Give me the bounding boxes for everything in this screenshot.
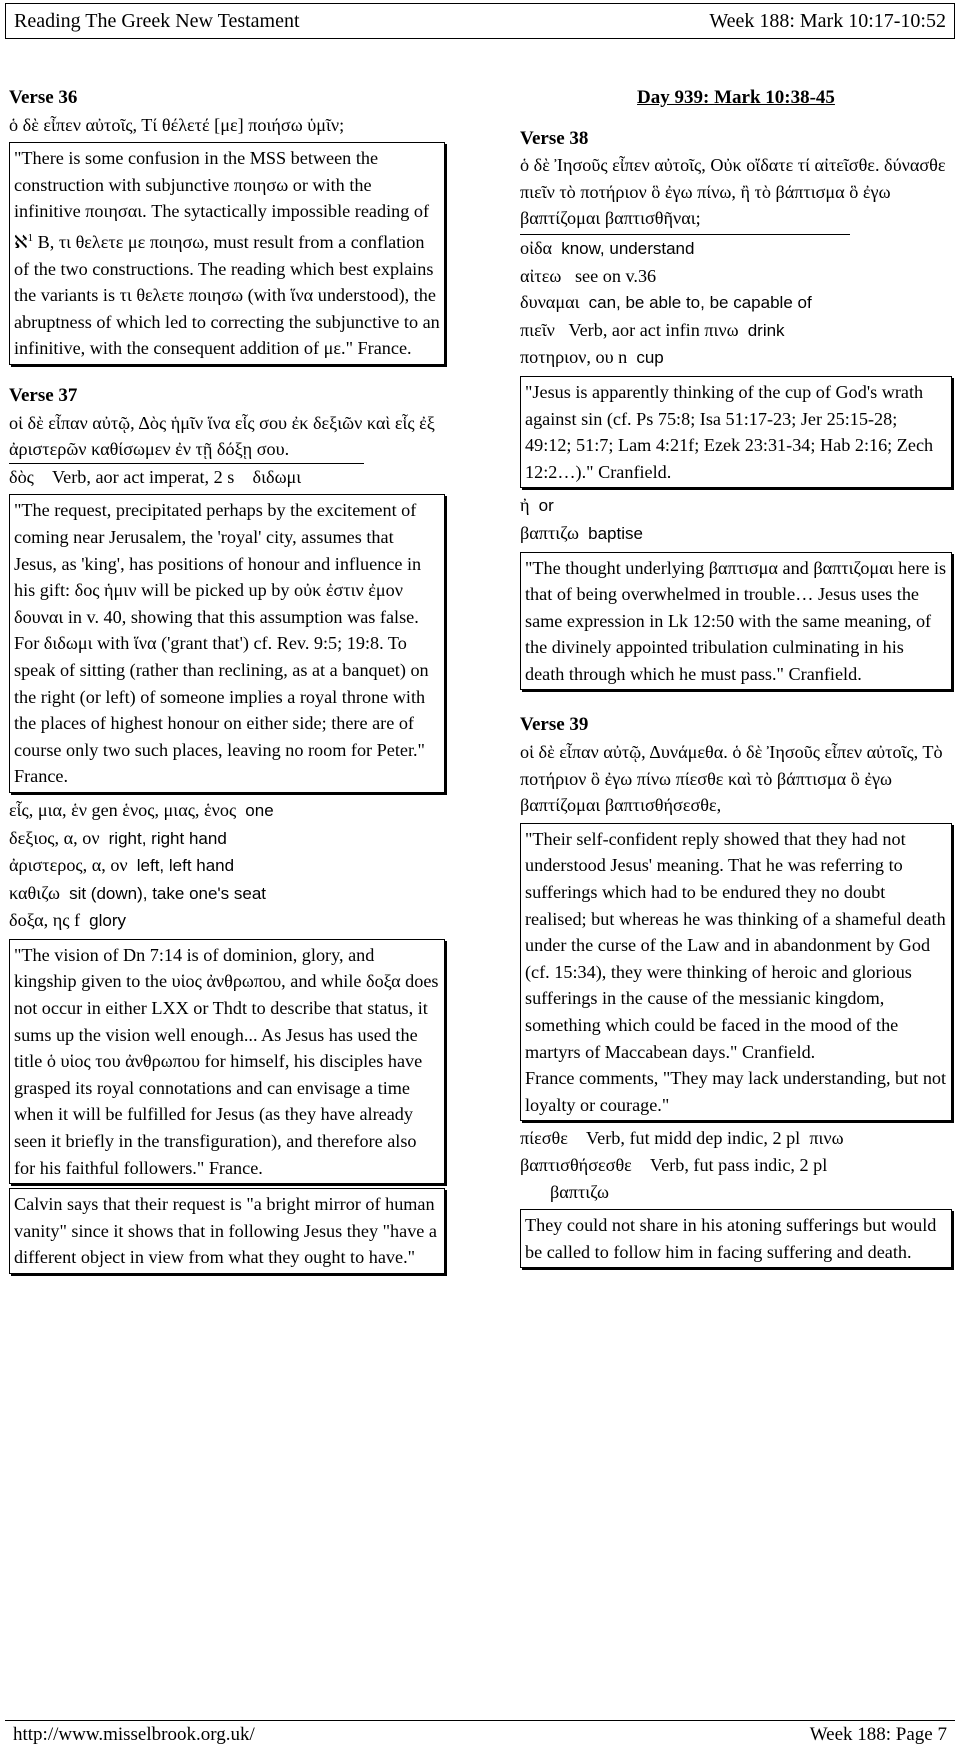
verse-36-note-part2: B, τι θελετε με ποιησω, must result from a conflation of the two constructions. The reading which best explains the variants is τι θελετε ποιησω (with ἵνα understood), the abruptness of which led to correcting the subjunctive to an infinitive, with the consequent addition of με." France. xyxy=(14,232,440,359)
page-header xyxy=(5,3,955,39)
header-title: Reading The Greek New Testament xyxy=(14,9,300,32)
vocab-gloss: right, right hand xyxy=(108,828,227,848)
verse-39-parse-2: βαπτισθήσεσθε Verb, fut pass indic, 2 pl xyxy=(520,1154,828,1175)
vocab-greek: εἷς, μια, ἑν gen ἑνος, μιας, ἑνος xyxy=(9,799,237,820)
vocab-item xyxy=(9,880,445,908)
verse-38-vocab-list-2 xyxy=(520,492,952,547)
vocab-item xyxy=(9,797,445,825)
vocab-item xyxy=(9,825,445,853)
vocab-item xyxy=(520,492,952,520)
verse-39-parse-1: πίεσθε Verb, fut midd dep indic, 2 pl πινω xyxy=(520,1128,844,1149)
footer-page-number: Week 188: Page 7 xyxy=(809,1724,947,1745)
verse-39-note-cranfield: "Their self-confident reply showed that they had not understood Jesus' meaning. That he was referring to sufferings which had to be endured they no doubt realised; but whereas he was thinking of a shameful death under the curse of the Law and in abandonment by God (cf. 15:34), they were thinking of heroic and glorious sufferings in the cause of the messianic kingdom, something which could be faced in the mood of the martyrs of Maccabean days." Cranfield. xyxy=(525,828,946,1062)
verse-37-vocab-list xyxy=(9,797,445,935)
left-column xyxy=(9,85,445,1278)
footer-url[interactable]: http://www.misselbrook.org.uk/ xyxy=(13,1724,255,1745)
vocab-greek: δυναμαι xyxy=(520,292,580,313)
vocab-gloss: left, left hand xyxy=(136,856,235,876)
vocab-item xyxy=(520,263,952,290)
header-week: Week 188: Mark 10:17-10:52 xyxy=(709,9,946,32)
vocab-item xyxy=(520,520,952,548)
verse-37-note-1: "The request, precipitated perhaps by the excitement of coming near Jerusalem, the 'royal' city, assumes that Jesus, as 'king', has positions of honour and influence in his gift: δος ἡμιν will be picked up by οὐκ ἐστιν ἐμον δουναι in v. 40, showing that this assumption was false. For διδωμι with ἵνα ('grant that') cf. Rev. 9:5; 19:8. To speak of sitting (rather than reclining, as at a banquet) on the right (or left) of someone implies a royal throne with the places of highest honour on either side; there are of course only two such places, leaving no room for Peter." France. xyxy=(9,494,445,793)
vocab-greek: καθιζω xyxy=(9,882,60,903)
vocab-greek: ποτηριον, ου n xyxy=(520,347,628,368)
verse-36-note xyxy=(9,142,445,365)
verse-37-note-2: "The vision of Dn 7:14 is of dominion, glory, and kingship given to the υἱος ἀνθρωπου, and while δοξα does not occur in either LXX or Thdt to describe that status, it sums up the vision well enough... As Jesus has used the title ὁ υἱος του ἀνθρωπου for himself, his disciples have grasped its royal connotations and can envisage a time when it will be fulfilled for Jesus (as they have already seen it briefly in the transfiguration), and therefore also for his faithful followers." France. xyxy=(9,939,445,1184)
verse-38-heading: Verse 38 xyxy=(520,127,589,149)
vocab-greek: οἰδα xyxy=(520,237,553,258)
vocab-greek: δεξιος, α, ον xyxy=(9,827,100,848)
verse-39-greek: οἱ δὲ εἶπαν αὐτῷ, Δυνάμεθα. ὁ δὲ Ἰησοῦς εἶπεν αὐτοῖς, Τὸ ποτήριον ὃ ἐγω πίνω πίεσθε καὶ τὸ βάπτισμα ὃ ἐγω βαπτίζομαι βαπτισθήσεσθε, xyxy=(520,742,943,816)
day-heading: Day 939: Mark 10:38-45 xyxy=(637,87,835,108)
vocab-item xyxy=(520,289,952,317)
vocab-gloss: glory xyxy=(89,911,126,931)
page-footer xyxy=(5,1720,955,1746)
verse-36-greek: ὁ δὲ εἶπεν αὐτοῖς, Τί θέλετέ [με] ποιήσω ὑμῖν; xyxy=(9,114,345,135)
vocab-greek: ἀριστερος, α, ον xyxy=(9,855,128,876)
vocab-gloss: know, understand xyxy=(561,238,695,258)
verse-37-heading: Verse 37 xyxy=(9,385,78,406)
verse-39-note-france: France comments, "They may lack understanding, but not loyalty or courage." xyxy=(525,1068,947,1115)
vocab-gloss: baptise xyxy=(588,523,643,543)
vocab-greek: ἠ xyxy=(520,495,530,516)
verse-37-greek: οἱ δὲ εἶπαν αὐτῷ, Δὸς ἡμῖν ἵνα εἷς σου ἐκ δεξιῶν καὶ εἷς ἐξ ἀριστερῶν καθίσωμεν ἐν τῇ δόξῃ σου. xyxy=(9,412,435,460)
vocab-gloss: drink xyxy=(747,320,785,340)
vocab-gloss: or xyxy=(538,496,554,516)
vocab-greek: βαπτιζω xyxy=(520,522,580,543)
vocab-item xyxy=(520,235,952,263)
verse-39-note-2: They could not share in his atoning sufferings but would be called to follow him in facing suffering and death. xyxy=(520,1209,952,1268)
vocab-note: see on v.36 xyxy=(574,265,657,286)
verse-36-note-sup: 1 xyxy=(27,231,34,244)
verse-36-note-part1: "There is some confusion in the MSS between the construction with subjunctive ποιησω or with the infinitive ποιησαι. The sytactically impossible reading of ℵ xyxy=(14,148,430,253)
vocab-item xyxy=(520,344,952,372)
vocab-parse: Verb, aor act infin πινω xyxy=(568,319,739,340)
vocab-gloss: sit (down), take one's seat xyxy=(69,883,267,903)
verse-38-note-1: "Jesus is apparently thinking of the cup of God's wrath against sin (cf. Ps 75:8; Isa 51:17-23; Jer 25:15-28; 49:12; 51:7; Lam 4:21f; Ezek 23:31-34; Hab 2:16; Zech 12:2…)." Cranfield. xyxy=(520,376,952,488)
verse-37-note-3: Calvin says that their request is "a bright mirror of human vanity" since it shows that in following Jesus they "have a different object in view from what they ought to have." xyxy=(9,1188,445,1274)
vocab-item xyxy=(9,852,445,880)
vocab-gloss: cup xyxy=(636,348,664,368)
vocab-item xyxy=(9,907,445,935)
verse-38-vocab-list xyxy=(520,235,952,372)
verse-38-note-2: "The thought underlying βαπτισμα and βαπτιζομαι here is that of being overwhelmed in trouble… Jesus uses the same expression in Lk 12:50 with the same meaning, of the divinely appointed tribulation culminating in his death through which he must pass." Cranfield. xyxy=(520,552,952,691)
vocab-gloss: one xyxy=(245,800,274,820)
verse-39-parse-2-lemma: βαπτιζω xyxy=(550,1181,610,1202)
vocab-greek: αἰτεω xyxy=(520,265,562,286)
vocab-gloss: can, be able to, be capable of xyxy=(588,293,812,313)
verse-39-note-1 xyxy=(520,823,952,1122)
vocab-item xyxy=(520,317,952,345)
verse-39-heading: Verse 39 xyxy=(520,714,589,736)
vocab-greek: πιεῖν xyxy=(520,319,555,340)
verse-36-heading: Verse 36 xyxy=(9,87,78,108)
verse-37-parse: δὸς Verb, aor act imperat, 2 s διδωμι xyxy=(9,466,302,487)
verse-38-greek: ὁ δὲ Ἰησοῦς εἶπεν αὐτοῖς, Οὐκ οἴδατε τί αἰτεῖσθε. δύνασθε πιεῖν τὸ ποτήριον ὃ ἐγω πίνω, ἢ τὸ βάπτισμα ὃ ἐγω βαπτίζομαι βαπτισθῆναι; xyxy=(520,155,946,229)
right-column xyxy=(520,85,952,1272)
vocab-greek: δοξα, ης f xyxy=(9,910,81,931)
